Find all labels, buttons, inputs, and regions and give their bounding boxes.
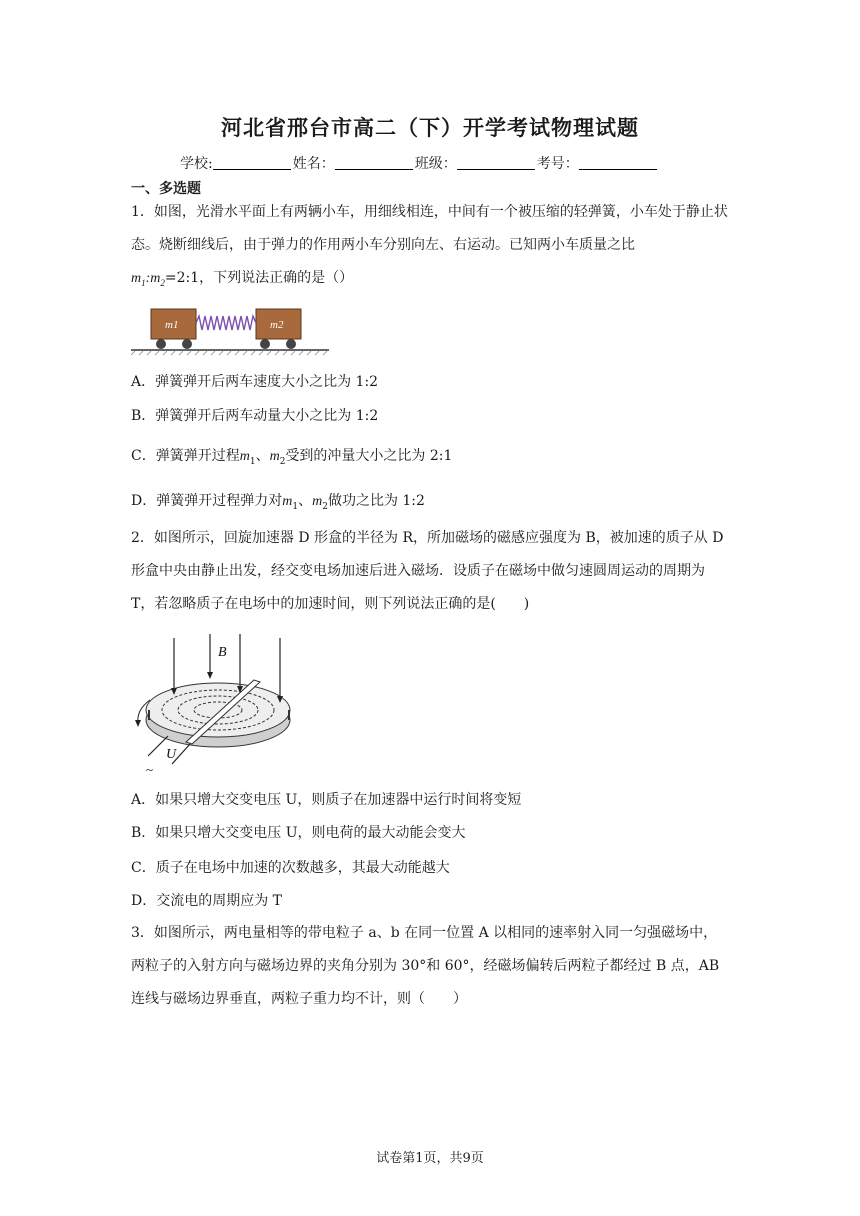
question-1-text: 1．如图，光滑水平面上有两辆小车，用细线相连，中间有一个被压缩的轻弹簧，小车处于静止状态。烧断细线后，由于弹力的作用两小车分别向左、右运动。已知两小车质量之比 xyxy=(131,204,728,253)
ratio-m1: $m_1:m_2$ xyxy=(131,271,165,288)
page-footer: 试卷第1页，共9页 xyxy=(376,1151,484,1166)
question-2-stem: 2．如图所示，回旋加速器 D 形盒的半径为 R，所加磁场的磁感应强度为 B，被加速的质子从 D 形盒中央由静止出发，经交变电场加速后进入磁场．设质子在磁场中做匀速圆周运动的周期为 T，若忽略质子在电场中的加速时间，则下列说法正确的是( ) xyxy=(131,530,724,612)
q1-option-d[interactable]: D．弹簧弹开过程弹力对$m_1$、$m_2$做功之比为 1:2 xyxy=(131,493,425,512)
info-name-label: 姓名： xyxy=(292,156,335,172)
student-info-line xyxy=(180,153,659,173)
ac-source-label: ~ xyxy=(146,762,154,777)
info-class-label: 班级： xyxy=(414,156,457,172)
q2-option-a[interactable]: A．如果只增大交变电压 U，则质子在加速器中运行时间将变短 xyxy=(131,792,522,808)
question-3-stem: 3．如图所示，两电量相等的带电粒子 a、b 在同一位置 A 以相同的速率射入同一匀强磁场中，两粒子的入射方向与磁场边界的夹角分别为 30°和 60°，经磁场偏转后两粒子都经过 B 点，AB 连线与磁场边界垂直，两粒子重力均不计，则（ ） xyxy=(131,925,720,1007)
info-school-label: 学校: xyxy=(180,156,213,172)
cart-m1-label: m1 xyxy=(165,319,179,331)
name-blank xyxy=(335,155,413,170)
magnetic-field-label: B xyxy=(218,645,227,660)
voltage-label: U xyxy=(166,747,177,762)
question-1-stem xyxy=(131,196,731,300)
q1-option-a[interactable]: A．弹簧弹开后两车速度大小之比为 1:2 xyxy=(131,374,379,390)
info-number-label: 考号： xyxy=(536,156,579,172)
number-blank xyxy=(579,155,657,170)
page-title: 河北省邢台市高二（下）开学考试物理试题 xyxy=(221,116,639,140)
section-heading: 一、多选题 xyxy=(131,181,201,197)
q2-option-c[interactable]: C．质子在电场中加速的次数越多，其最大动能越大 xyxy=(131,860,450,876)
q1-option-c[interactable]: C．弹簧弹开过程$m_1$、$m_2$受到的冲量大小之比为 2:1 xyxy=(131,448,453,467)
cart-m2-label: m2 xyxy=(270,319,284,331)
compressed-spring xyxy=(196,316,256,330)
cyclotron-figure xyxy=(128,630,308,778)
q2-option-d[interactable]: D．交流电的周期应为 T xyxy=(131,893,283,909)
class-blank xyxy=(457,155,535,170)
two-carts-spring-figure xyxy=(131,303,331,355)
q2-option-b[interactable]: B．如果只增大交变电压 U，则电荷的最大动能会变大 xyxy=(131,825,466,841)
question-1-ratio-text: =2:1，下列说法正确的是（） xyxy=(164,270,354,286)
school-blank xyxy=(213,155,291,170)
q1-option-b[interactable]: B．弹簧弹开后两车动量大小之比为 1:2 xyxy=(131,408,379,424)
